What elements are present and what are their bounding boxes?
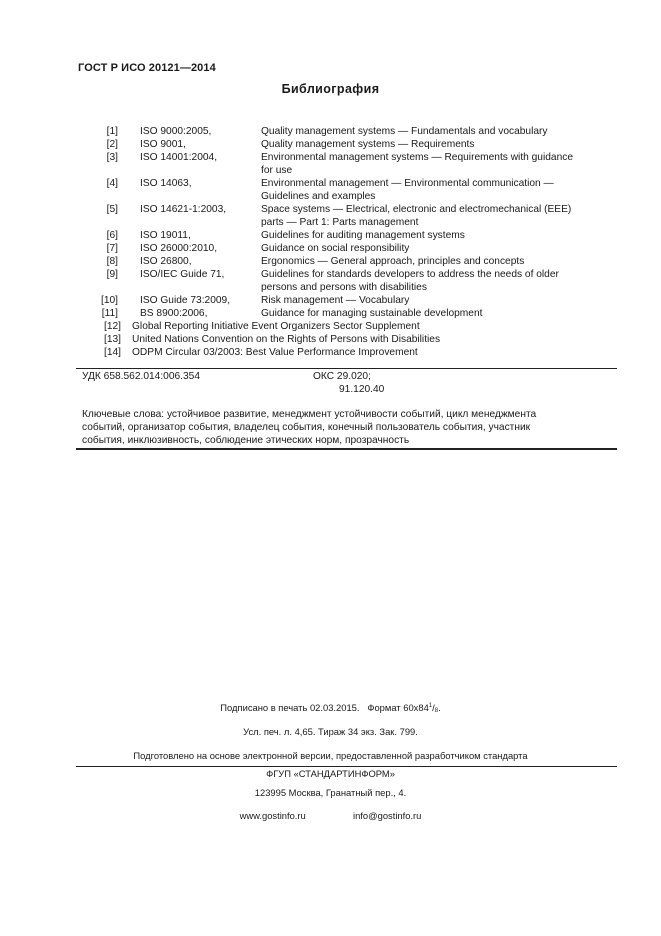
divider-rule: [76, 368, 617, 369]
prepared-note: Подготовлено на основе электронной версии, предоставленной разработчиком стандарта: [133, 750, 528, 761]
bibliography-entry: [0, 125, 661, 138]
bibliography-entry: [0, 177, 661, 203]
entry-title: ODPM Circular 03/2003: Best Value Performance Improvement: [132, 347, 418, 358]
print-info: Усл. печ. л. 4,65. Тираж 34 экз. Зак. 799.: [243, 726, 418, 737]
entry-title: Guidance on social responsibility: [261, 243, 410, 254]
keywords-line: Ключевые слова: устойчивое развитие, менеджмент устойчивости событий, цикл менеджмента: [82, 409, 537, 420]
bibliography-entry: [0, 242, 661, 255]
imprint-rule: [76, 766, 617, 767]
entry-number: [6]: [106, 230, 118, 241]
website-link[interactable]: www.gostinfo.ru: [239, 810, 306, 821]
entry-title: Quality management systems — Fundamentals and vocabulary: [261, 126, 548, 137]
entry-standard: ISO 9000:2005,: [140, 126, 212, 137]
entry-title: Guidelines for auditing management systems: [261, 230, 465, 241]
entry-standard: ISO 14001:2004,: [140, 152, 218, 163]
bibliography-entry: [0, 203, 661, 229]
entry-standard: ISO 26800,: [140, 256, 192, 267]
entry-title: persons and persons with disabilities: [261, 282, 427, 293]
keywords-line: события, инклюзивность, соблюдение этических норм, прозрачность: [82, 435, 410, 446]
entry-standard: ISO 26000:2010,: [140, 243, 218, 254]
entry-title: Environmental management — Environmental communication —: [261, 178, 554, 189]
standard-header: ГОСТ Р ИСО 20121—2014: [78, 62, 216, 74]
entry-title: Guidance for managing sustainable development: [261, 308, 483, 319]
publisher-address: 123995 Москва, Гранатный пер., 4.: [254, 787, 407, 798]
bibliography-entry: [0, 320, 661, 333]
entry-number: [13]: [104, 334, 121, 345]
entry-number: [1]: [106, 126, 118, 137]
entry-title: Guidelines for standards developers to address the needs of older: [261, 269, 559, 280]
entry-title: for use: [261, 165, 293, 176]
entry-standard: ISO/IEC Guide 71,: [140, 269, 225, 280]
entry-number: [14]: [104, 347, 121, 358]
entry-title: Ergonomics — General approach, principles and concepts: [261, 256, 525, 267]
paper-format: Формат $60x84^1/_8$.: [367, 702, 441, 714]
divider-rule-thick: [76, 448, 617, 450]
entry-number: [3]: [106, 152, 118, 163]
entry-title: Global Reporting Initiative Event Organizers Sector Supplement: [132, 321, 420, 332]
email-link[interactable]: info@gostinfo.ru: [352, 810, 422, 821]
bibliography-entry: [0, 255, 661, 268]
entry-title: United Nations Convention on the Rights of Persons with Disabilities: [132, 334, 441, 345]
entry-standard: ISO 19011,: [140, 230, 191, 241]
entry-standard: ISO 9001,: [140, 139, 186, 150]
entry-number: [11]: [101, 308, 118, 319]
entry-number: [5]: [106, 204, 118, 215]
entry-title: Space systems — Electrical, electronic and electromechanical (EEE): [261, 204, 572, 215]
contacts: [0, 810, 661, 821]
entry-title: Risk management — Vocabulary: [261, 295, 410, 306]
bibliography-entry: [0, 151, 661, 177]
entry-title: Guidelines and examples: [261, 191, 376, 202]
entry-standard: ISO 14621-1:2003,: [140, 204, 227, 215]
bibliography-entry: [0, 229, 661, 242]
imprint-signed: [0, 702, 661, 714]
entry-title: Quality management systems — Requirements: [261, 139, 475, 150]
bibliography-entry: [0, 294, 661, 307]
entry-number: [8]: [106, 256, 118, 267]
entry-number: [2]: [106, 139, 118, 150]
entry-number: [7]: [106, 243, 118, 254]
entry-standard: BS 8900:2006,: [140, 308, 208, 319]
entry-standard: ISO Guide 73:2009,: [140, 295, 231, 306]
signed-date: Подписано в печать 02.03.2015.: [220, 702, 360, 713]
bibliography-entry: [0, 268, 661, 294]
bibliography-entry: [0, 307, 661, 320]
bibliography-entry: [0, 346, 661, 359]
entry-number: [10]: [101, 295, 118, 306]
entry-title: Environmental management systems — Requirements with guidance: [261, 152, 573, 163]
keywords-block: [82, 408, 536, 447]
keywords-line: событий, организатор события, владелец события, конечный пользователь события, участник: [82, 422, 531, 433]
oks-code-2: 91.120.40: [339, 384, 385, 395]
entry-number: [4]: [106, 178, 118, 189]
entry-number: [9]: [106, 269, 118, 280]
entry-title: parts — Part 1: Parts management: [261, 217, 419, 228]
udk-code: УДК 658.562.014:006.354: [82, 371, 200, 382]
entry-number: [12]: [104, 321, 121, 332]
page-title: Библиография: [281, 82, 380, 96]
oks-code-1: ОКС 29.020;: [313, 371, 371, 382]
bibliography-entry: [0, 138, 661, 151]
publisher: ФГУП «СТАНДАРТИНФОРМ»: [266, 768, 395, 779]
bibliography-entry: [0, 333, 661, 346]
entry-standard: ISO 14063,: [140, 178, 192, 189]
